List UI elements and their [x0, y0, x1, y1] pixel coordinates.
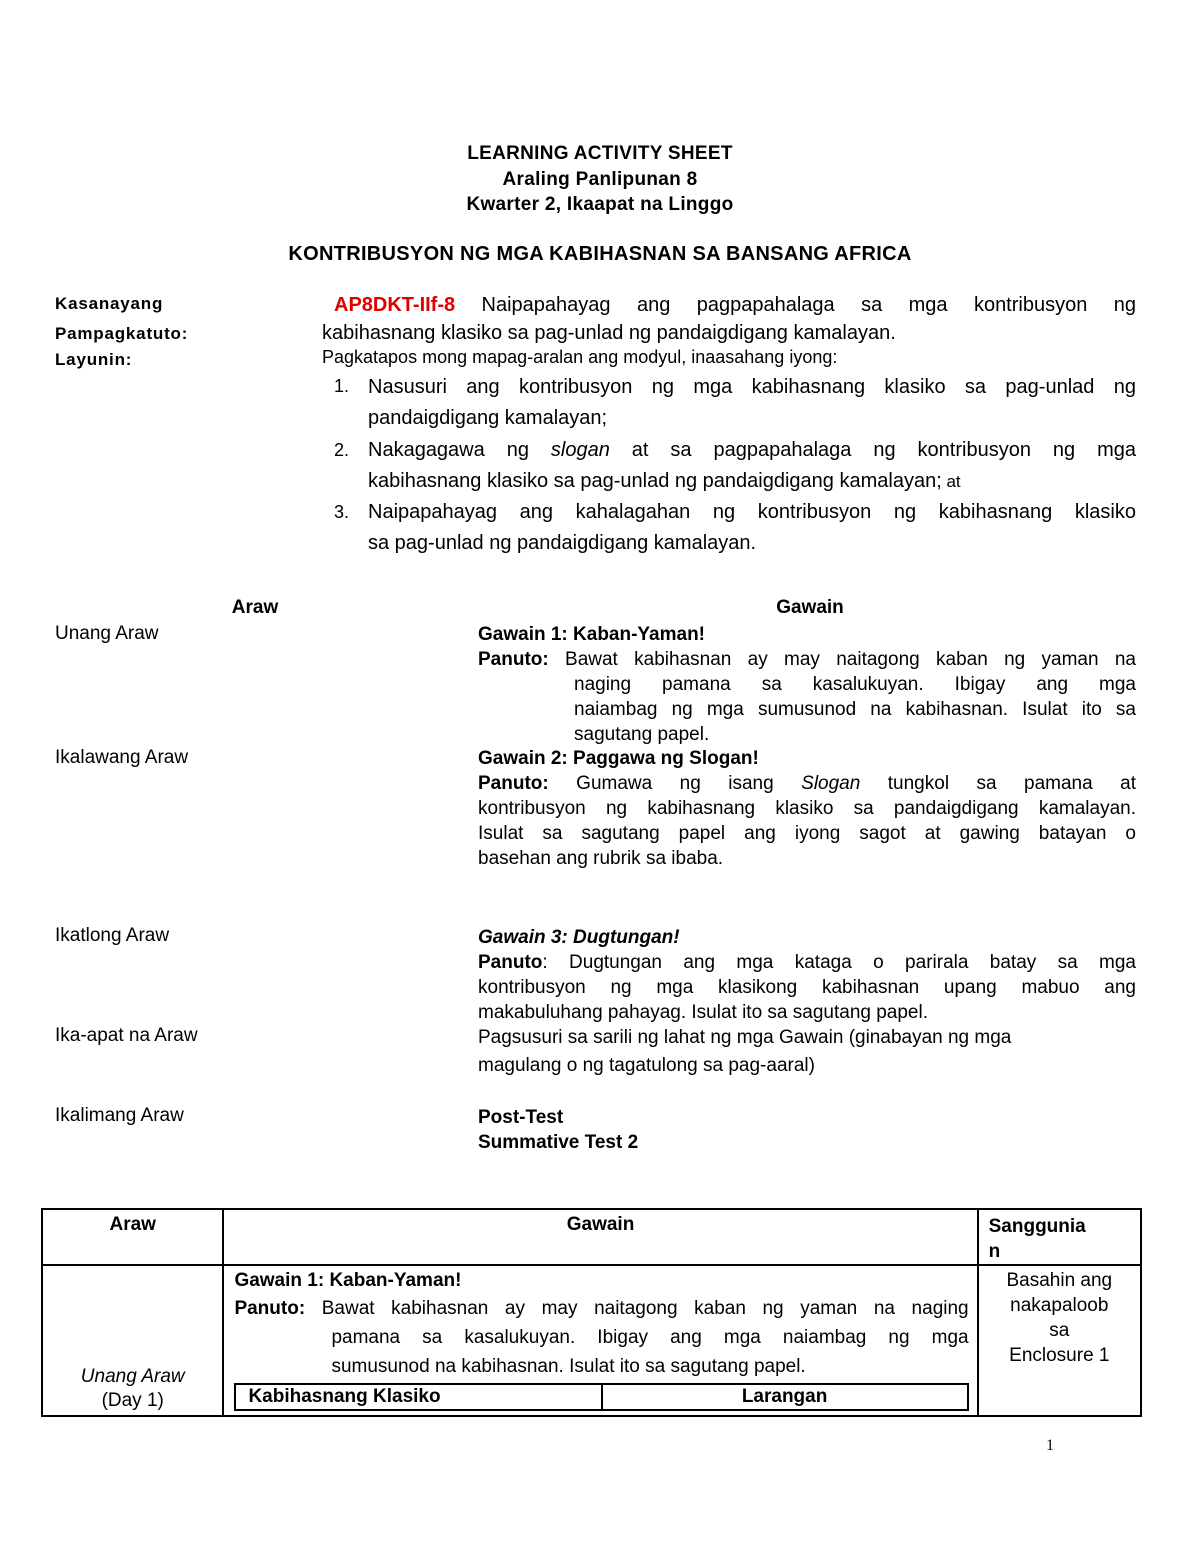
table-cell-reference: Basahin ang nakapaloob sa Enclosure 1 [978, 1265, 1141, 1416]
objective-number: 1. [334, 376, 350, 396]
schedule-task-instructions: Panuto: Dugtungan ang mga kataga o parirala batay sa mga kontribusyon ng mga klasikong kabihasnan upang mabuo ang makabuluhang pahayag. Isulat ito sa sagutang papel. [478, 952, 1136, 1023]
objective-3-line-2: sa pag-unlad ng pandaigdigang kamalayan. [368, 532, 757, 554]
schedule-day: Ikatlong Araw [55, 925, 170, 946]
schedule-task-instructions: Panuto: Bawat kabihasnan ay may naitagong kaban ng yaman na naging pamana sa kasalukuyan. Ibigay ang mga naiambag ng mga sumusunod na kabihasnan. Isulat ito sa sagutang papel. [478, 649, 1136, 745]
objectives-intro: Pagkatapos mong mapag-aralan ang modyul, inaasahang iyong: [322, 347, 838, 367]
schedule-task-text: Pagsusuri sa sarili ng lahat ng mga Gawain (ginabayan ng mga magulang o ng tagatulong sa pag-aaral) [478, 1027, 1012, 1076]
activity-table [41, 1208, 1142, 1417]
schedule-day: Ika-apat na Araw [55, 1025, 198, 1046]
objective-number: 2. [334, 440, 350, 460]
table-task-title: Gawain 1: Kaban-Yaman! [234, 1270, 462, 1291]
quarter-week: Kwarter 2, Ikaapat na Linggo [466, 194, 734, 215]
schedule-task-title: Gawain 1: Kaban-Yaman! [478, 624, 706, 645]
competency-line-1: AP8DKT-IIf-8 Naipapahayag ang pagpapahalaga sa mga kontribusyon ng [334, 294, 1136, 316]
schedule-day: Unang Araw [55, 623, 159, 644]
schedule-task-text: Post-Test Summative Test 2 [478, 1107, 639, 1153]
table-header-reference: Sanggunia n [978, 1209, 1141, 1265]
competency-code: AP8DKT-IIf-8 [334, 294, 456, 316]
table-cell-day: Unang Araw (Day 1) [42, 1265, 223, 1416]
schedule-task-title: Gawain 3: Dugtungan! [478, 927, 680, 948]
page-number: 1 [1046, 1437, 1054, 1454]
competency-line-2: kabihasnang klasiko sa pag-unlad ng pandaigdigang kamalayan. [322, 322, 896, 344]
objective-3-line-1: Naipapahayag ang kahalagahan ng kontribusyon ng kabihasnang klasiko [368, 501, 1136, 523]
table-header-day: Araw [42, 1209, 223, 1265]
inner-header-classic-civilization: Kabihasnang Klasiko [235, 1384, 601, 1410]
schedule-task-title: Gawain 2: Paggawa ng Slogan! [478, 748, 759, 769]
subject-title: Araling Panlipunan 8 [502, 169, 698, 190]
table-cell-task [223, 1265, 977, 1416]
objective-2-line-2: kabihasnang klasiko sa pag-unlad ng pandaigdigang kamalayan; at [368, 470, 961, 492]
competency-label-1: Kasanayang [55, 294, 164, 313]
sheet-type-title: LEARNING ACTIVITY SHEET [467, 143, 733, 164]
schedule-day: Ikalimang Araw [55, 1105, 184, 1126]
schedule-day: Ikalawang Araw [55, 747, 189, 768]
schedule-header-day: Araw [231, 597, 279, 618]
table-header-row [42, 1209, 1141, 1265]
objective-number: 3. [334, 502, 350, 522]
table-header-task: Gawain [223, 1209, 977, 1265]
inner-answer-table [234, 1383, 968, 1411]
schedule-task-instructions: Panuto: Gumawa ng isang Slogan tungkol sa pamana at kontribusyon ng kabihasnang klasiko sa pandaigdigang kamalayan. Isulat sa sagutang papel ang iyong sagot at gawing batayan o basehan ang rubrik sa ibaba. [478, 773, 1136, 869]
objective-1-line-1: Nasusuri ang kontribusyon ng mga kabihasnang klasiko sa pag-unlad ng [368, 376, 1136, 398]
objective-1-line-2: pandaigdigang kamalayan; [368, 407, 608, 429]
objectives-label: Layunin: [55, 350, 133, 369]
table-row [42, 1265, 1141, 1416]
objective-2-line-1: Nakagagawa ng slogan at sa pagpapahalaga ng kontribusyon ng mga [368, 439, 1137, 461]
competency-label-2: Pampagkatuto: [55, 324, 189, 343]
inner-header-field: Larangan [602, 1384, 968, 1410]
table-task-instructions: Panuto: Bawat kabihasnan ay may naitagong kaban ng yaman na naging pamana sa kasalukuyan. Ibigay ang mga naiambag ng mga sumusunod na kabihasnan. Isulat ito sa sagutang papel. [234, 1298, 969, 1377]
schedule-header-task: Gawain [776, 597, 844, 618]
lesson-title: KONTRIBUSYON NG MGA KABIHASNAN SA BANSANG AFRICA [288, 243, 912, 265]
